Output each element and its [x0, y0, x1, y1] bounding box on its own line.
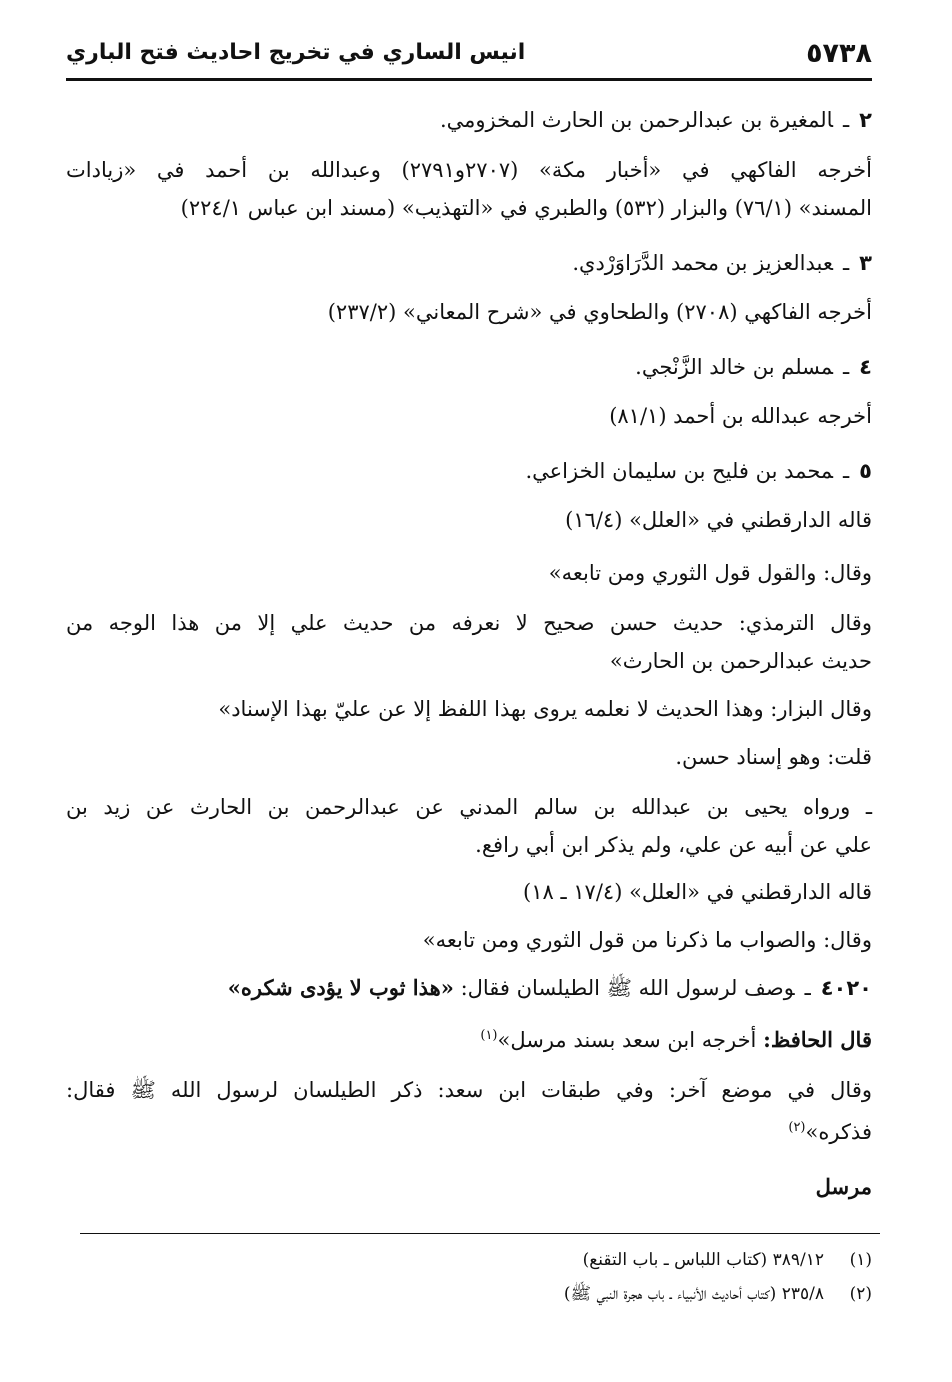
hadith-quote: «هذا ثوب لا يؤدى شكره»	[227, 975, 454, 1000]
item-dash: ـ	[843, 459, 850, 483]
footnote-number: (١)	[849, 1250, 872, 1270]
text-line: أخرجه الفاكهي (٢٧٠٨) والطحاوي في «شرح المعاني» (٢٣٧/٢)	[327, 300, 872, 324]
footnote-2	[66, 1282, 872, 1306]
text-line: وقال البزار: وهذا الحديث لا نعلمه يروى بهذا اللفظ إلا عن عليّ بهذا الإسناد»	[218, 697, 872, 721]
narrator-name: مسلم بن خالد الزَّنْجي.	[635, 355, 834, 379]
item-number: ٥	[859, 459, 872, 483]
page-number: ٥٧٣٨	[806, 38, 872, 69]
verdict: مرسل	[815, 1174, 872, 1199]
text-line: قاله الدارقطني في «العلل» (١٦/٤)	[565, 508, 872, 532]
text-line: أخرجه عبدالله بن أحمد (٨١/١)	[609, 404, 872, 428]
text-line: المسند» (٧٦/١) والبزار (٥٣٢) والطبري في «التهذيب» (مسند ابن عباس ٢٢٤/١)	[180, 196, 872, 220]
text-line: ـ ورواه يحيى بن عبدالله بن سالم المدني عن عبدالرحمن بن الحارث عن زيد بن	[66, 795, 872, 819]
text-line: قلت: وهو إسناد حسن.	[675, 745, 872, 769]
text-line: علي عن أبيه عن علي، ولم يذكر ابن أبي رافع.	[475, 833, 872, 857]
footnote-ref-2[interactable]: (٢)	[788, 1120, 806, 1135]
footnote-ref-1[interactable]: (١)	[480, 1028, 498, 1043]
footnote-text: ٣٨٩/١٢ (كتاب اللباس ـ باب التقنع)	[582, 1250, 824, 1270]
running-title: انيس الساري في تخريج احاديث فتح الباري	[66, 40, 526, 65]
item-dash: ـ	[843, 251, 850, 275]
text-line: وقال في موضع آخر: وفي طبقات ابن سعد: ذكر الطيلسان لرسول الله ﷺ فقال:	[66, 1078, 872, 1102]
hadith-text: وصف لرسول الله ﷺ الطيلسان فقال:	[460, 976, 795, 1000]
text-line: وقال: والصواب ما ذكرنا من قول الثوري ومن تابعه»	[422, 928, 872, 952]
footnote-number: (٢)	[849, 1284, 872, 1304]
text-line: حديث عبدالرحمن بن الحارث»	[609, 649, 872, 673]
item-2	[66, 105, 872, 135]
narrator-name: محمد بن فليح بن سليمان الخزاعي.	[525, 459, 834, 483]
narrator-name: المغيرة بن عبدالرحمن بن الحارث المخزومي.	[439, 108, 834, 132]
item-number: ٢	[859, 108, 872, 132]
text-line	[66, 1113, 872, 1147]
footnote-rule	[80, 1233, 880, 1234]
item-number: ٤	[859, 355, 872, 379]
page-header	[66, 32, 872, 76]
footnote-1	[66, 1248, 872, 1272]
item-dash: ـ	[843, 108, 850, 132]
text-line: وقال: والقول قول الثوري ومن تابعه»	[548, 561, 872, 585]
hafiz-text: أخرجه ابن سعد بسند مرسل»	[497, 1028, 757, 1052]
hadith-number: ٤٠٢٠	[820, 976, 872, 1000]
item-5	[66, 456, 872, 486]
item-3	[66, 248, 872, 278]
item-dash: ـ	[804, 976, 811, 1000]
text-line: أخرجه الفاكهي في «أخبار مكة» (٢٧٠٧و٢٧٩١) وعبدالله بن أحمد في «زيادات	[66, 158, 872, 182]
hafiz-label: قال الحافظ:	[763, 1027, 872, 1052]
text-line: وقال الترمذي: حديث حسن صحيح لا نعرفه من حديث علي إلا من هذا الوجه من	[66, 611, 872, 635]
hafiz-line	[66, 1021, 872, 1055]
header-rule	[66, 78, 872, 81]
text-fragment: فذكره»	[805, 1120, 872, 1144]
item-dash: ـ	[843, 355, 850, 379]
item-4	[66, 352, 872, 382]
item-number: ٣	[859, 251, 872, 275]
hadith-4020	[66, 973, 872, 1003]
narrator-name: عبدالعزيز بن محمد الدَّرَاوَرْدي.	[572, 251, 834, 275]
text-line: قاله الدارقطني في «العلل» (١٧/٤ ـ ١٨)	[523, 880, 872, 904]
footnote-text: ٢٣٥/٨ (كتاب أحاديث الأنبياء ـ باب هجرة النبي ﷺ)	[563, 1284, 824, 1304]
